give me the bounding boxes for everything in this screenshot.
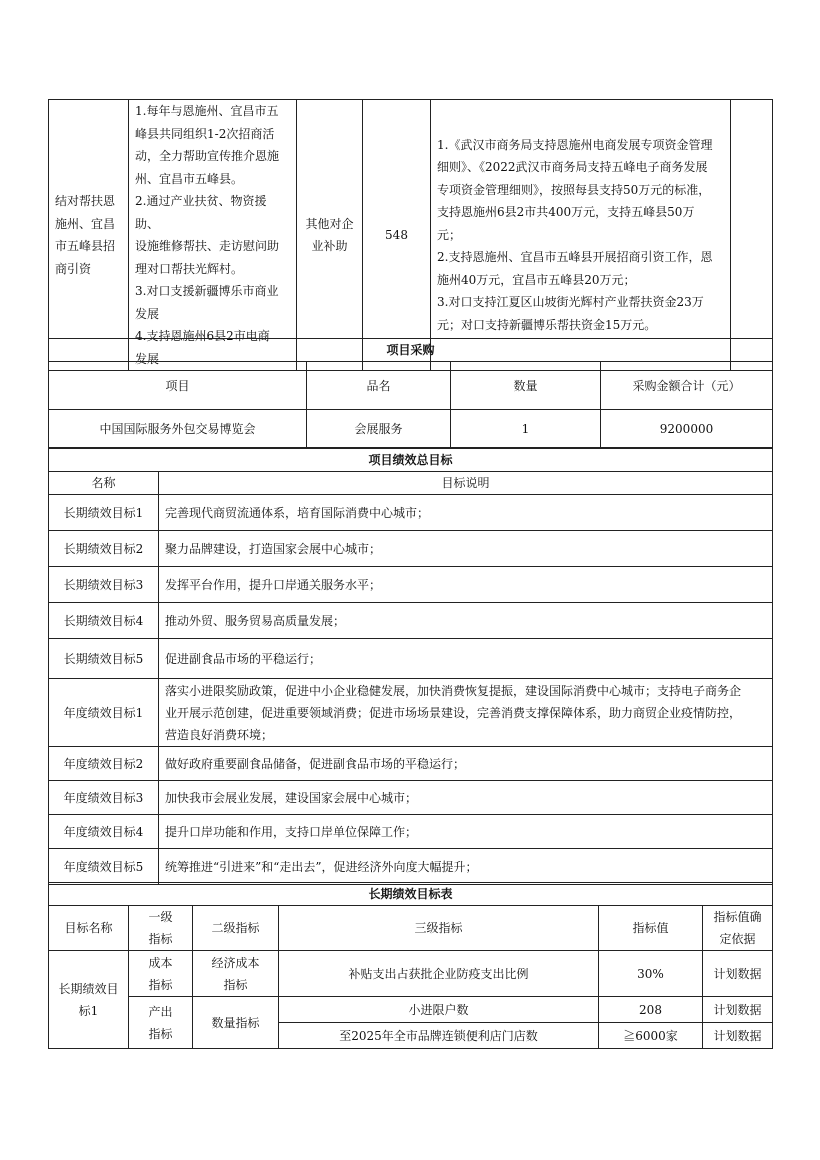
name-line: 市五峰县招 xyxy=(55,239,116,253)
goal-description: 推动外贸、服务贸易高质量发展； xyxy=(159,603,773,639)
col-header-level1 xyxy=(129,906,193,951)
table-row xyxy=(49,531,773,567)
content-line: 3.对口支援新疆博乐市商业 xyxy=(135,284,279,298)
table-row xyxy=(49,603,773,639)
procurement-product: 会展服务 xyxy=(307,410,451,448)
performance-title: 项目绩效总目标 xyxy=(49,449,773,472)
basis-cell: 计划数据 xyxy=(703,951,773,997)
basis-cell xyxy=(431,100,731,371)
empty-cell xyxy=(731,100,773,371)
level2-line: 经济成本 xyxy=(211,955,260,970)
table-row xyxy=(49,679,773,747)
group-line: 标1 xyxy=(78,1003,99,1018)
level1-line: 产出 xyxy=(148,1004,173,1019)
col-header-level2: 二级指标 xyxy=(193,906,279,951)
col-header-description: 目标说明 xyxy=(159,472,773,495)
goal-name: 长期绩效目标5 xyxy=(49,639,159,679)
table-row xyxy=(49,849,773,885)
col-header-product: 品名 xyxy=(307,362,451,410)
content-line: 发展 xyxy=(135,306,160,321)
level3-cell: 补贴支出占获批企业防疫支出比例 xyxy=(279,951,599,997)
goal-description: 加快我市会展业发展，建设国家会展中心城市； xyxy=(159,781,773,815)
col-header-quantity: 数量 xyxy=(451,362,601,410)
content-line: 州、宜昌市五峰县。 xyxy=(135,171,244,186)
name-line: 施州、宜昌 xyxy=(55,216,116,231)
content-line: 设施维修帮扶、走访慰问助 xyxy=(135,239,280,253)
goal-name: 长期绩效目标1 xyxy=(49,495,159,531)
name-line: 结对帮扶恩 xyxy=(55,194,116,208)
level1-cell xyxy=(129,997,193,1049)
procurement-header-row xyxy=(49,362,773,410)
table-row xyxy=(49,815,773,849)
level2-line: 指标 xyxy=(223,977,248,992)
goal-description: 发挥平台作用，提升口岸通关服务水平； xyxy=(159,567,773,603)
level1-line: 指标 xyxy=(148,977,173,992)
performance-table xyxy=(48,448,773,885)
goal-description: 完善现代商贸流通体系，培育国际消费中心城市； xyxy=(159,495,773,531)
header-line: 指标 xyxy=(148,932,173,946)
support-row xyxy=(49,100,773,371)
goal-line: 业开展示范创建，促进重要领域消费；促进市场场景建设，完善消费支撑保障体系，助力商贸企业疫情防控， xyxy=(165,705,742,720)
support-table xyxy=(48,99,773,371)
table-row xyxy=(49,997,773,1023)
subsidy-type-cell xyxy=(297,100,363,371)
value-cell: 30% xyxy=(599,951,703,997)
level3-cell: 至2025年全市品牌连锁便利店门店数 xyxy=(279,1023,599,1049)
content-line: 发展 xyxy=(135,351,160,366)
level2-cell xyxy=(193,951,279,997)
goal-description: 统筹推进“引进来”和“走出去”，促进经济外向度大幅提升； xyxy=(159,849,773,885)
goal-name: 长期绩效目标3 xyxy=(49,567,159,603)
project-content-cell xyxy=(129,100,297,371)
header-line: 指标值确 xyxy=(713,910,762,924)
content-line: 4.支持恩施州6县2市电商 xyxy=(135,329,270,343)
name-line: 商引资 xyxy=(55,261,92,276)
level1-line: 成本 xyxy=(148,955,173,970)
performance-header-row xyxy=(49,472,773,495)
level1-line: 指标 xyxy=(148,1026,173,1041)
goal-description: 聚力品牌建设，打造国家会展中心城市； xyxy=(159,531,773,567)
basis-line: 支持恩施州6县2市共400万元，支持五峰县50万 xyxy=(437,205,695,220)
basis-cell: 计划数据 xyxy=(703,997,773,1023)
goal-group-name xyxy=(49,951,129,1049)
table-row xyxy=(49,747,773,781)
long-term-header-row xyxy=(49,906,773,951)
col-header-item: 项目 xyxy=(49,362,307,410)
goal-line: 落实小进限奖励政策，促进中小企业稳健发展，加快消费恢复提振，建设国际消费中心城市；支持电子商务企 xyxy=(165,683,742,698)
basis-cell: 计划数据 xyxy=(703,1023,773,1049)
procurement-title: 项目采购 xyxy=(49,339,773,362)
table-row xyxy=(49,781,773,815)
basis-line: 专项资金管理细则》，按照每县支持50万元的标准， xyxy=(437,182,711,197)
col-header-level3: 三级指标 xyxy=(279,906,599,951)
procurement-quantity: 1 xyxy=(451,410,601,448)
goal-description: 提升口岸功能和作用，支持口岸单位保障工作； xyxy=(159,815,773,849)
type-line: 业补助 xyxy=(311,239,348,253)
table-row xyxy=(49,567,773,603)
table-row xyxy=(49,639,773,679)
goal-name: 长期绩效目标2 xyxy=(49,531,159,567)
value-cell: ≧6000家 xyxy=(599,1023,703,1049)
long-term-title: 长期绩效目标表 xyxy=(49,883,773,906)
goal-name: 年度绩效目标5 xyxy=(49,849,159,885)
goal-description: 做好政府重要副食品储备，促进副食品市场的平稳运行； xyxy=(159,747,773,781)
procurement-amount: 9200000 xyxy=(601,410,773,448)
type-line: 其他对企 xyxy=(305,216,354,231)
procurement-table xyxy=(48,338,773,448)
table-row xyxy=(49,410,773,448)
long-term-table xyxy=(48,882,773,1049)
goal-line: 营造良好消费环境； xyxy=(165,727,274,742)
table-row xyxy=(49,951,773,997)
content-line: 理对口帮扶光辉村。 xyxy=(135,261,244,276)
basis-line: 2.支持恩施州、宜昌市五峰县开展招商引资工作，恩 xyxy=(437,250,713,265)
header-line: 定依据 xyxy=(719,932,756,946)
col-header-name: 名称 xyxy=(49,472,159,495)
level3-cell: 小进限户数 xyxy=(279,997,599,1023)
col-header-value: 指标值 xyxy=(599,906,703,951)
content-line: 1.每年与恩施州、宜昌市五 xyxy=(135,104,279,118)
basis-line: 1.《武汉市商务局支持恩施州电商发展专项资金管理 xyxy=(437,137,713,152)
goal-name: 年度绩效目标2 xyxy=(49,747,159,781)
goal-description xyxy=(159,679,773,747)
col-header-basis xyxy=(703,906,773,951)
level1-cell xyxy=(129,951,193,997)
basis-line: 施州40万元，宜昌市五峰县20万元； xyxy=(437,272,636,287)
content-line: 峰县共同组织1-2次招商活 xyxy=(135,126,275,141)
project-name-cell xyxy=(49,100,129,371)
col-header-amount: 采购金额合计（元） xyxy=(601,362,773,410)
level2-cell: 数量指标 xyxy=(193,997,279,1049)
amount-cell: 548 xyxy=(363,100,431,371)
procurement-item: 中国国际服务外包交易博览会 xyxy=(49,410,307,448)
header-line: 一级 xyxy=(148,910,173,924)
basis-line: 细则》、《2022武汉市商务局支持五峰电子商务发展 xyxy=(437,160,708,175)
content-line: 2.通过产业扶贫、物资援助、 xyxy=(135,194,267,231)
group-line: 长期绩效目 xyxy=(58,981,119,996)
basis-line: 3.对口支持江夏区山坡街光辉村产业帮扶资金23万 xyxy=(437,295,704,310)
value-cell: 208 xyxy=(599,997,703,1023)
goal-description: 促进副食品市场的平稳运行； xyxy=(159,639,773,679)
goal-name: 年度绩效目标1 xyxy=(49,679,159,747)
content-line: 动，全力帮助宣传推介恩施 xyxy=(135,149,280,163)
table-row xyxy=(49,495,773,531)
goal-name: 长期绩效目标4 xyxy=(49,603,159,639)
basis-line: 元； xyxy=(437,227,462,242)
col-header-target-name: 目标名称 xyxy=(49,906,129,951)
goal-name: 年度绩效目标4 xyxy=(49,815,159,849)
goal-name: 年度绩效目标3 xyxy=(49,781,159,815)
basis-line: 元；对口支持新疆博乐帮扶资金15万元。 xyxy=(437,317,657,332)
